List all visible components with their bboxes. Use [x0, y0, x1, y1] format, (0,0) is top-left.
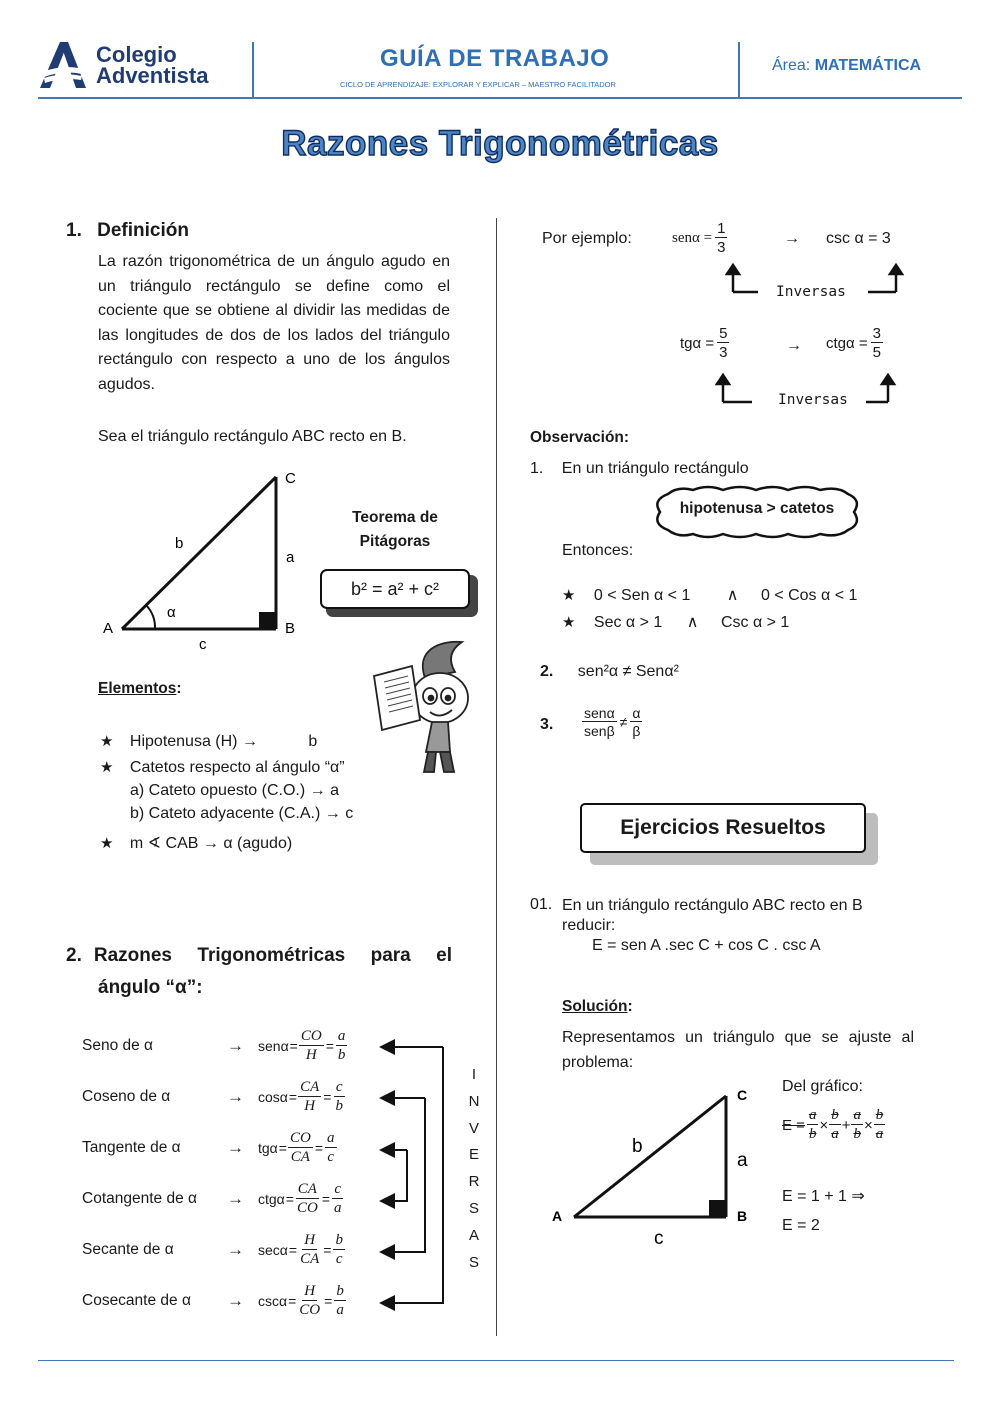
- hypotenuse-value: b: [308, 733, 318, 750]
- inversas-letter: A: [468, 1226, 479, 1244]
- trig-ratio-row: [82, 1231, 382, 1271]
- solution-side-a-label: a: [737, 1150, 748, 1171]
- solution-vertex-b: B: [737, 1208, 748, 1224]
- star-bullet-icon: ★: [562, 614, 576, 631]
- star-bullet-icon: ★: [562, 587, 576, 604]
- example2-num: 5: [719, 325, 728, 342]
- observation-1: [530, 460, 749, 478]
- angle-text: m ∢ CAB → α (agudo): [129, 835, 293, 852]
- ratio-num-named: CO: [300, 1028, 322, 1044]
- pythagoras-heading-line1: Teorema de: [352, 509, 438, 526]
- trig-ratio-row: [82, 1180, 382, 1220]
- frac2-den: a: [831, 1126, 839, 1142]
- solution-colon: :: [627, 998, 633, 1015]
- ratio-fraction-named: [298, 1233, 321, 1267]
- solution-triangle-figure: [548, 1078, 768, 1253]
- observation-3-n1: senα: [584, 705, 615, 721]
- inverse-arrow-sen-csc: [383, 1047, 443, 1303]
- result-line-1: E = 1 + 1 ⇒: [782, 1188, 865, 1205]
- ratio-fraction-named: [297, 1284, 322, 1318]
- ratio-name: Tangente de α: [82, 1139, 181, 1156]
- area-label: Área:: [772, 57, 811, 74]
- solution-heading: [562, 998, 633, 1016]
- simplification-lhs: E =: [782, 1116, 805, 1134]
- solution-title: Solución: [562, 998, 628, 1015]
- ratio-function: cscα: [258, 1293, 288, 1309]
- worksheet-subtitle: CICLO DE APRENDIZAJE: EXPLORAR Y EXPLICAR – MAESTRO FACILITADOR: [340, 80, 616, 89]
- logo-icon: [38, 42, 88, 88]
- inverse-arrow-cos-sec: [383, 1098, 425, 1252]
- observation-2-text: sen²α ≠ Senα²: [577, 663, 679, 680]
- exercises-heading: Ejercicios Resueltos: [580, 803, 866, 853]
- solution-right-angle-mark: [709, 1200, 726, 1217]
- example1-fn: senα =: [672, 229, 713, 246]
- ratio-fraction-named: [298, 1080, 321, 1114]
- star-bullet-icon: ★: [100, 733, 114, 750]
- ratio-num-named: CO: [289, 1130, 311, 1146]
- ratio-den-side: b: [337, 1047, 346, 1063]
- hipotenusa-catetos-text: hipotenusa > catetos: [679, 500, 835, 517]
- ratio-formula: cosα = $\frac{CA}{H}$ = $\frac{c}{b}$: [258, 1079, 343, 1114]
- csc-inequality: Csc α > 1: [720, 614, 790, 631]
- inversas-letter: R: [468, 1173, 480, 1191]
- simplification-frac3: [851, 1108, 863, 1142]
- example2-rhs-num: 3: [872, 325, 881, 342]
- column-divider: [496, 218, 497, 1336]
- cateto-opuesto: a) Cateto opuesto (C.O.) → a: [130, 782, 339, 799]
- definition-heading: [66, 220, 189, 242]
- example2-arrow: →: [786, 337, 802, 354]
- trig-ratio-row: [82, 1129, 382, 1169]
- hypotenuse-text: Hipotenusa (H) →: [129, 733, 258, 750]
- inversas-letter: N: [468, 1092, 480, 1110]
- frac4-den: a: [875, 1126, 884, 1142]
- ratio-formula: secα = $\frac{H}{CA}$ = $\frac{b}{c}$: [258, 1232, 343, 1267]
- example-label: Por ejemplo:: [542, 230, 632, 247]
- ratio-arrow: →: [227, 1138, 244, 1157]
- alpha-label: α: [167, 604, 176, 621]
- cateto-adyacente: b) Cateto adyacente (C.A.) → c: [130, 805, 354, 822]
- ratio-formula: tgα = $\frac{CO}{CA}$ = $\frac{a}{c}$: [258, 1130, 335, 1165]
- example2-rhs-fraction: [871, 326, 883, 360]
- ratio-function: cosα: [258, 1089, 288, 1105]
- example2-den: 3: [719, 344, 728, 361]
- ratio-num-named: H: [304, 1283, 316, 1299]
- observation-3-n2: α: [632, 705, 641, 721]
- elements-heading: [98, 680, 182, 698]
- definition-title: Definición: [97, 220, 189, 241]
- solution-hypotenuse: [574, 1096, 726, 1217]
- inversas-letter: S: [468, 1253, 479, 1271]
- ratio-num-named: CA: [297, 1181, 317, 1197]
- observation-1-number: 1.: [530, 460, 544, 477]
- ratio-num-side: b: [335, 1232, 343, 1248]
- inverse-label-2: Inversas: [778, 392, 848, 408]
- example2-rhs-fn: ctgα =: [826, 334, 868, 352]
- example2-fn: tgα =: [680, 334, 715, 352]
- frac2-num: b: [831, 1107, 839, 1123]
- ratio-arrow: →: [227, 1036, 244, 1055]
- frac1-den: b: [808, 1126, 817, 1142]
- frac1-num: a: [808, 1107, 817, 1123]
- solution-text: Representamos un triángulo que se ajuste al problema:: [562, 1029, 914, 1071]
- and-symbol: ∧: [726, 587, 739, 604]
- times-symbol: ×: [863, 1116, 873, 1134]
- element-angle: [100, 833, 292, 853]
- triangle-abc-figure: [95, 462, 315, 657]
- school-name: [96, 44, 208, 86]
- ratio-fraction-named: [299, 1029, 324, 1063]
- example2-fraction: [717, 326, 729, 360]
- solution-simplification: [782, 1108, 885, 1142]
- definition-number: 1.: [66, 220, 82, 241]
- ratio-fraction-sides: [332, 1182, 344, 1216]
- star-bullet-icon: ★: [100, 835, 114, 852]
- inequality-row-2: [562, 612, 789, 632]
- definition-text: La razón trigonométrica de un ángulo agudo en un triángulo rectángulo se define como el cociente que se obtiene al dividir las medidas de las longitudes de dos de los lados del triángulo rectángulo con respecto a uno de los ángulos agudos.: [98, 253, 450, 393]
- ratio-den-named: H: [305, 1047, 317, 1063]
- sen-inequality: 0 < Sen α < 1: [593, 587, 691, 604]
- ratio-den-side: a: [334, 1200, 342, 1216]
- example2-result: [826, 326, 883, 360]
- observation-3-d2: β: [632, 723, 641, 739]
- star-bullet-icon: ★: [100, 759, 114, 776]
- simplification-frac2: [829, 1108, 841, 1142]
- example1-formula: [672, 221, 727, 255]
- ratio-arrow: →: [227, 1291, 244, 1310]
- ratio-name: Cosecante de α: [82, 1292, 191, 1309]
- element-hypotenuse: [100, 732, 317, 751]
- ratio-num-side: a: [327, 1130, 335, 1146]
- ratio-num-named: H: [304, 1232, 316, 1248]
- observation-3-formula: [582, 706, 642, 738]
- logo-line1: Colegio: [96, 42, 177, 67]
- ratio-formula: ctgα = $\frac{CA}{CO}$ = $\frac{c}{a}$: [258, 1181, 342, 1216]
- solution-side-c-label: c: [654, 1228, 664, 1249]
- ratio-den-side: c: [335, 1251, 343, 1267]
- right-angle-mark: [259, 612, 276, 629]
- inequality-row-1: [562, 585, 857, 605]
- catetos-text: Catetos respecto al ángulo “α”: [129, 759, 345, 776]
- ratio-fraction-named: [288, 1131, 313, 1165]
- plus-symbol: +: [841, 1116, 851, 1134]
- vertex-a-label: A: [103, 620, 114, 637]
- side-a-label: a: [286, 549, 295, 566]
- inverse-arrow-tg-ctg: [383, 1150, 407, 1201]
- frac3-den: b: [853, 1126, 861, 1142]
- inversas-letter: E: [468, 1146, 479, 1164]
- side-b-label: b: [175, 535, 184, 552]
- side-c-label: c: [199, 636, 207, 653]
- sec-inequality: Sec α > 1: [593, 614, 663, 631]
- ratio-name: Seno de α: [82, 1037, 154, 1054]
- example2-formula: [680, 326, 729, 360]
- ratio-num-side: b: [336, 1283, 344, 1299]
- pythagoras-formula: b² = a² + c²: [320, 569, 470, 609]
- ratio-fraction-sides: [336, 1029, 348, 1063]
- inverse-arrows-figure: [375, 1030, 445, 1320]
- observation-heading: Observación:: [530, 429, 630, 446]
- element-catetos: [100, 758, 345, 777]
- pythagoras-heading: [330, 506, 460, 554]
- ratio-num-side: c: [335, 1079, 343, 1095]
- cartoon-character-illustration: [370, 638, 480, 776]
- ratio-den-side: c: [327, 1149, 335, 1165]
- and-symbol: ∧: [686, 614, 699, 631]
- header-divider-right: [738, 42, 740, 98]
- exercise-01-formula: E = sen A .sec C + cos C . csc A: [592, 937, 821, 954]
- school-logo: [38, 42, 88, 88]
- observation-2-number: 2.: [540, 663, 554, 680]
- footer-rule: [38, 1360, 954, 1361]
- inversas-vertical-label: [467, 1062, 481, 1276]
- ratio-formula: cscα = $\frac{H}{CO}$ = $\frac{b}{a}$: [258, 1283, 344, 1318]
- ratio-num-side: a: [337, 1028, 346, 1044]
- ratio-den-named: CO: [299, 1302, 321, 1318]
- hypotenuse-line: [122, 477, 276, 629]
- exercise-01-line1: En un triángulo rectángulo ABC recto en B: [562, 897, 863, 914]
- trig-ratio-row: [82, 1282, 382, 1322]
- ratio-fraction-sides: [325, 1131, 337, 1165]
- ratio-function: senα: [258, 1038, 289, 1054]
- entonces-text: Entonces:: [562, 542, 634, 559]
- ratio-den-named: CA: [300, 1251, 320, 1267]
- inversas-letter: V: [468, 1119, 479, 1137]
- example1-num: 1: [717, 220, 726, 237]
- subject-area: [772, 57, 921, 75]
- ratio-function: tgα: [258, 1140, 278, 1156]
- ratio-fraction-named: [295, 1182, 320, 1216]
- exercise-01-statement: [562, 896, 863, 936]
- ratio-den-named: CA: [290, 1149, 310, 1165]
- ratio-arrow: →: [227, 1240, 244, 1259]
- ratio-arrow: →: [227, 1087, 244, 1106]
- inversas-letter: I: [471, 1066, 477, 1083]
- observation-3-frac2: [630, 706, 642, 738]
- vertex-c-label: C: [285, 470, 296, 487]
- example1-arrow: →: [784, 230, 800, 247]
- example1-den: 3: [717, 239, 726, 256]
- ratios-title-line1: Razones Trigonométricas para el: [93, 945, 452, 966]
- inverse-label-1: Inversas: [776, 284, 846, 300]
- ratio-num-side: c: [334, 1181, 342, 1197]
- ratio-den-side: b: [335, 1098, 343, 1114]
- observation-3-frac1: [582, 706, 617, 738]
- ratios-number: 2.: [66, 945, 82, 966]
- pythagoras-heading-line2: Pitágoras: [359, 533, 431, 550]
- elements-colon: :: [176, 680, 182, 697]
- not-equal-symbol: ≠: [619, 714, 628, 730]
- ratio-arrow: →: [227, 1189, 244, 1208]
- observation-1-text: En un triángulo rectángulo: [561, 460, 749, 477]
- observation-3-d1: senβ: [584, 723, 615, 739]
- page-title: Razones Trigonométricas: [281, 124, 719, 163]
- trig-ratio-row: [82, 1078, 382, 1118]
- solution-side-b-label: b: [632, 1136, 643, 1157]
- frac4-num: b: [875, 1107, 884, 1123]
- header-rule: [38, 97, 962, 99]
- observation-2: [540, 663, 679, 681]
- ratio-den-side: a: [336, 1302, 344, 1318]
- angle-arc: [146, 605, 155, 629]
- ratio-num-named: CA: [300, 1079, 320, 1095]
- example1-fraction: [715, 221, 727, 255]
- ratio-den-named: H: [304, 1098, 316, 1114]
- ratios-heading: [66, 940, 452, 1004]
- ratio-function: secα: [258, 1242, 288, 1258]
- ratio-fraction-sides: [333, 1233, 345, 1267]
- ratios-title-line2: ángulo “α”:: [98, 977, 203, 998]
- logo-line2: Adventista: [96, 63, 209, 88]
- times-symbol: ×: [819, 1116, 829, 1134]
- simplification-frac4: [874, 1108, 886, 1142]
- ratio-name: Secante de α: [82, 1241, 174, 1258]
- solution-vertex-a: A: [552, 1208, 563, 1224]
- ratio-formula: senα = $\frac{CO}{H}$ = $\frac{a}{b}$: [258, 1028, 346, 1063]
- elements-title: Elementos: [98, 680, 177, 697]
- trig-ratio-row: [82, 1027, 382, 1067]
- worksheet-title: GUÍA DE TRABAJO: [380, 45, 610, 72]
- frac3-num: a: [853, 1107, 861, 1123]
- example2-rhs-den: 5: [872, 344, 881, 361]
- inversas-letter: S: [468, 1199, 479, 1217]
- example1-result: csc α = 3: [826, 230, 891, 247]
- vertex-b-label: B: [285, 620, 296, 637]
- ratio-name: Cotangente de α: [82, 1190, 197, 1207]
- ratio-fraction-sides: [333, 1080, 345, 1114]
- ratio-den-named: CO: [296, 1200, 318, 1216]
- triangle-intro: Sea el triángulo rectángulo ABC recto en B.: [98, 428, 407, 445]
- observation-3-number: 3.: [540, 716, 554, 733]
- exercise-01-number: 01.: [530, 896, 553, 913]
- simplification-frac1: [807, 1108, 819, 1142]
- area-value: MATEMÁTICA: [814, 57, 922, 74]
- ratio-function: ctgα: [258, 1191, 285, 1207]
- solution-vertex-c: C: [737, 1087, 748, 1103]
- result-line-2: E = 2: [782, 1217, 820, 1234]
- header-divider-left: [252, 42, 254, 98]
- cos-inequality: 0 < Cos α < 1: [760, 587, 858, 604]
- exercise-01-line2: reducir:: [562, 917, 616, 934]
- ratio-fraction-sides: [334, 1284, 346, 1318]
- ratio-name: Coseno de α: [82, 1088, 171, 1105]
- del-grafico-text: Del gráfico:: [782, 1078, 863, 1095]
